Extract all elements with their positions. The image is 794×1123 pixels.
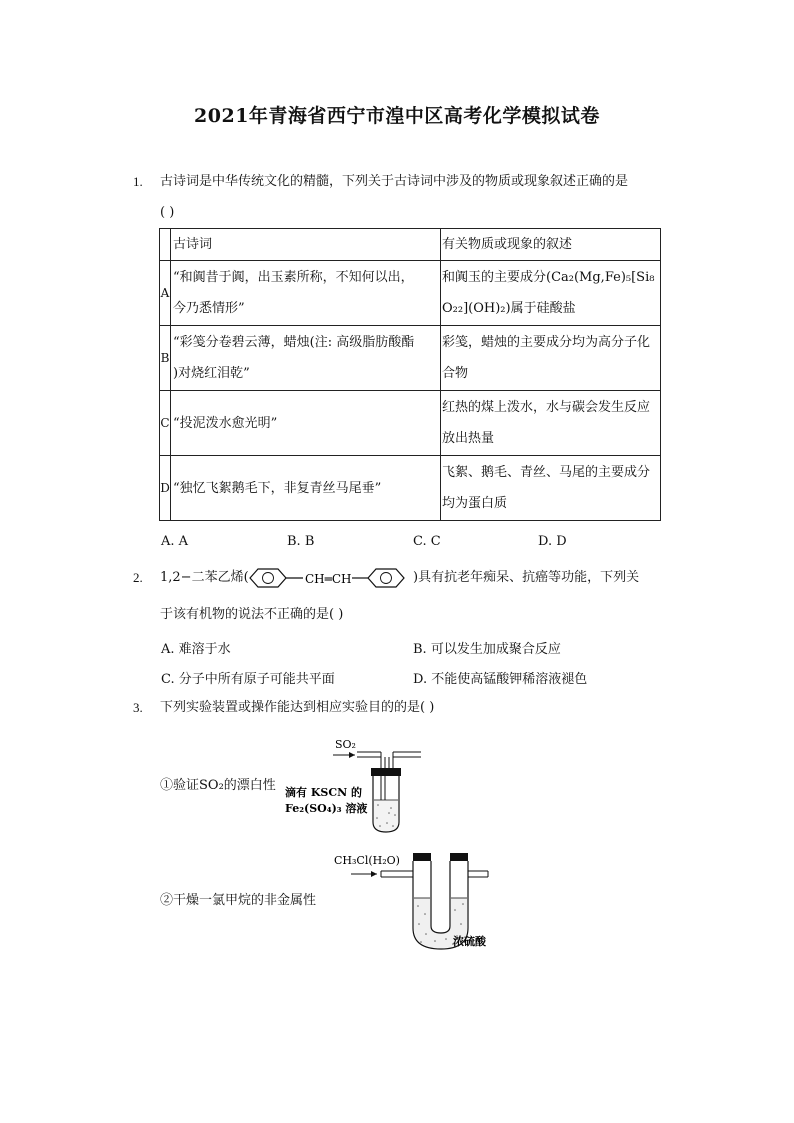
row-label: A [160, 261, 171, 326]
desc-line: 合物 [442, 366, 469, 381]
table-header-poem: 古诗词 [171, 229, 441, 261]
row-label: D [160, 456, 171, 521]
poem-line: 今乃悉情形” [173, 301, 245, 316]
poem-line: “和阗昔于阗，出玉素所称，不知何以出， [173, 270, 414, 285]
option-a: A. 难溶于水 [161, 642, 231, 657]
figure-2-apparatus [333, 848, 498, 954]
desc-line: 放出热量 [442, 431, 495, 446]
poem-line: “彩笺分卷碧云薄，蜡烛(注: 高级脂肪酸酯 [173, 335, 415, 350]
table-row [160, 261, 661, 326]
desc-line: 飞絮、鹅毛、青丝、马尾的主要成分 [442, 465, 651, 480]
option-c: C. C [413, 534, 441, 549]
figure-1-apparatus [283, 730, 433, 835]
poem-cell: “独忆飞絮鹅毛下，非复青丝马尾垂” [171, 456, 441, 521]
question-1-text: 古诗词是中华传统文化的精髓，下列关于古诗词中涉及的物质或现象叙述正确的是 [160, 174, 629, 189]
question-1-number: 1. [133, 174, 143, 189]
solution-label-line2: Fe₂(SO₄)₃ 溶液 [285, 802, 368, 815]
option-b: B. 可以发生加成聚合反应 [413, 642, 561, 657]
question-2-text-line2: 于该有机物的说法不正确的是( ) [160, 607, 344, 622]
question-1-table [159, 228, 661, 521]
desc-cell [441, 391, 661, 456]
option-d: D. 不能使高锰酸钾稀溶液褪色 [413, 672, 588, 687]
option-c: C. 分子中所有原子可能共平面 [161, 672, 335, 687]
desc-cell [441, 261, 661, 326]
table-header-row [160, 229, 661, 261]
stilbene-structure [243, 564, 415, 592]
desc-line: 和阗玉的主要成分(Ca₂(Mg,Fe)₅[Si₈ [442, 270, 655, 285]
row-label: C [160, 391, 171, 456]
question-2-text-before: 1,2−二苯乙烯( [160, 570, 249, 585]
desc-line: 均为蛋白质 [442, 496, 508, 511]
desc-cell [441, 456, 661, 521]
poem-cell: “投泥泼水愈光明” [171, 391, 441, 456]
row-label: B [160, 326, 171, 391]
desc-line: O₂₂](OH)₂)属于硅酸盐 [442, 301, 576, 316]
acid-label: 浓硫酸 [453, 935, 486, 948]
vinylene-label: CH═CH [305, 572, 352, 586]
table-header-desc: 有关物质或现象的叙述 [441, 229, 661, 261]
question-2-text-after: )具有抗老年痴呆、抗癌等功能，下列关 [413, 570, 640, 585]
figure-2-caption: ②干燥一氯甲烷的非金属性 [160, 893, 317, 908]
figure-1-caption: ①验证SO₂的漂白性 [160, 778, 276, 793]
poem-cell [171, 326, 441, 391]
question-3-text: 下列实验装置或操作能达到相应实验目的的是( ) [160, 700, 435, 715]
table-cell [160, 229, 171, 261]
poem-line: )对烧红泪乾” [173, 366, 250, 381]
page-title: 2021年青海省西宁市湟中区高考化学模拟试卷 [194, 105, 600, 127]
option-a: A. A [161, 534, 189, 549]
desc-line: 红热的煤上泼水，水与碳会发生反应 [442, 400, 651, 415]
question-2-number: 2. [133, 570, 143, 585]
option-b: B. B [287, 534, 315, 549]
table-row [160, 456, 661, 521]
gas-label: CH₃Cl(H₂O) [334, 854, 400, 867]
solution-label-line1: 滴有 KSCN 的 [285, 786, 362, 799]
desc-cell [441, 326, 661, 391]
gas-label: SO₂ [335, 738, 356, 751]
option-d: D. D [538, 534, 567, 549]
table-row [160, 326, 661, 391]
table-row [160, 391, 661, 456]
desc-line: 彩笺，蜡烛的主要成分均为高分子化 [442, 335, 651, 350]
question-3-number: 3. [133, 700, 143, 715]
question-1-bracket: ( ) [160, 205, 175, 220]
poem-cell [171, 261, 441, 326]
